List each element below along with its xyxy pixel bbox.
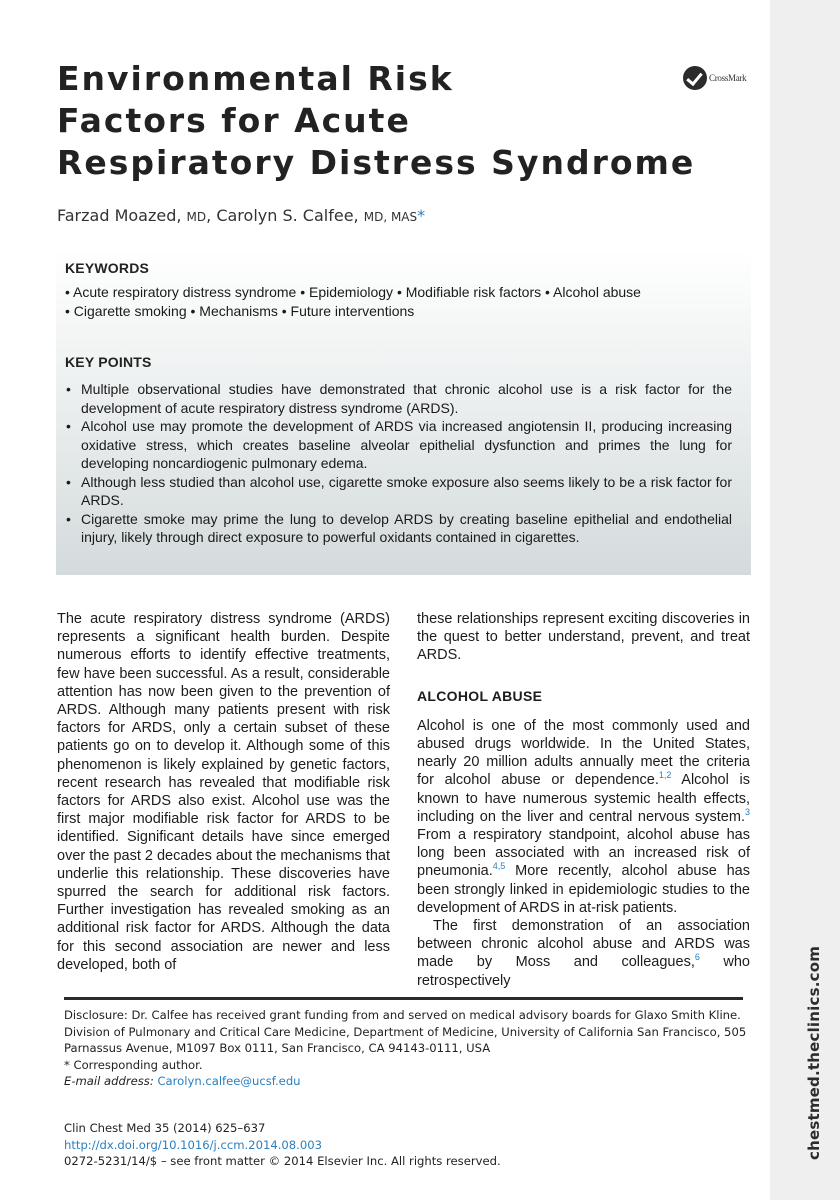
alcohol-paragraph-2	[417, 917, 750, 990]
email-label: E-mail address:	[64, 1074, 154, 1089]
keywords-line-1: • Acute respiratory distress syndrome • Epidemiology • Modifiable risk factors • Alcohol abuse	[65, 284, 641, 300]
journal-site-label[interactable]: chestmed.theclinics.com	[805, 945, 823, 1160]
disclosure-note: Disclosure: Dr. Calfee has received grant funding from and served on medical advisory boards for Glaxo Smith Kline.	[64, 1008, 741, 1022]
article-title	[57, 58, 757, 184]
body-column-left	[57, 610, 390, 974]
body-column-right	[417, 610, 750, 990]
crossmark-badge[interactable]	[683, 64, 758, 92]
p1-text-b: Alcohol is known to have numerous systemic health effects, including on the liver and central nervous system.	[417, 772, 750, 825]
email-line	[64, 1073, 749, 1090]
key-point-item: • Multiple observational studies have demonstrated that chronic alcohol use is a risk factor for the development of acute respiratory distress syndrome (ARDS).	[65, 380, 732, 417]
p2-text-a: The first demonstration of an association between chronic alcohol abuse and ARDS was made by Moss and colleagues,	[417, 918, 750, 971]
alcohol-paragraph-1	[417, 717, 750, 917]
footnotes	[64, 1007, 749, 1090]
email-link[interactable]: Carolyn.calfee@ucsf.edu	[157, 1074, 301, 1089]
key-point-item: • Cigarette smoke may prime the lung to develop ARDS by creating baseline epithelial and endothelial injury, likely through direct exposure to powerful oxidants contained in cigarettes.	[65, 510, 732, 547]
keywords-keypoints-box	[56, 250, 751, 575]
author-2-degree: MD, MAS	[363, 210, 418, 224]
citation-block	[64, 1120, 749, 1170]
keywords-list	[65, 283, 745, 321]
corresponding-author-marker[interactable]: *	[417, 206, 426, 225]
author-line	[57, 206, 425, 225]
intro-paragraph: The acute respiratory distress syndrome (ARDS) represents a significant health burden. Despite numerous efforts to identify effective treatments, few have been successful. As a result, considerable attention has now been given to the prevention of ARDS. Although many patients present with risk factors for ARDS, only a certain subset of these patients go on to develop it. Although some of this phenomenon is likely explained by genetic factors, recent research has revealed that modifiable risk factors for ARDS also exist. Alcohol use was the first major modifiable risk factor for ARDS to be identified. Significant details have since emerged over the past 2 decades about the mechanisms that underlie this relationship. These discoveries have spurred the search for additional risk factors. Further investigation has revealed smoking as an additional risk factor for ARDS. Although the data for this second association are newer and less developed, both of	[57, 611, 390, 973]
author-1-degree: MD	[186, 210, 207, 224]
author-1-name: Farzad Moazed,	[57, 206, 182, 225]
affiliation-note: Division of Pulmonary and Critical Care Medicine, Department of Medicine, University of California San Francisco, 505 Parnassus Avenue, M1097 Box 0111, San Francisco, CA 94143-0111, USA	[64, 1024, 747, 1056]
intro-paragraph-continued: these relationships represent exciting discoveries in the quest to better understand, prevent, and treat ARDS.	[417, 611, 750, 664]
citation-ref[interactable]: 6	[694, 952, 700, 963]
key-points-heading: KEY POINTS	[65, 354, 152, 370]
crossmark-label: CrossMark	[709, 73, 747, 83]
keywords-line-2: • Cigarette smoking • Mechanisms • Future interventions	[65, 303, 415, 319]
p2-text-b: who retrospectively	[417, 954, 750, 989]
corresponding-note: * Corresponding author.	[64, 1057, 203, 1072]
author-separator: ,	[206, 206, 212, 225]
citation-ref[interactable]: 3	[744, 807, 750, 817]
title-line-1: Environmental Risk	[57, 59, 454, 98]
crossmark-icon	[683, 66, 707, 90]
p1-text-d: More recently, alcohol abuse has been strongly linked in epidemiologic studies to the development of ARDS in at-risk patients.	[417, 863, 750, 916]
doi-link[interactable]: http://dx.doi.org/10.1016/j.ccm.2014.08.003	[64, 1137, 322, 1152]
p1-text-a: Alcohol is one of the most commonly used and abused drugs worldwide. In the United States, nearly 20 million adults annually meet the criteria for alcohol abuse or dependence.	[417, 717, 750, 789]
footnote-divider	[64, 997, 743, 1000]
title-line-2: Factors for Acute	[57, 101, 411, 140]
title-line-3: Respiratory Distress Syndrome	[57, 143, 696, 182]
copyright-line: 0272-5231/14/$ – see front matter © 2014 Elsevier Inc. All rights reserved.	[64, 1154, 501, 1169]
citation-ref[interactable]: 4,5	[492, 861, 506, 872]
section-heading-alcohol-abuse: ALCOHOL ABUSE	[417, 687, 543, 704]
journal-citation: Clin Chest Med 35 (2014) 625–637	[64, 1121, 266, 1135]
keywords-heading: KEYWORDS	[65, 260, 150, 276]
citation-ref[interactable]: 1,2	[658, 770, 672, 781]
key-points-list	[65, 380, 732, 547]
p1-text-c: From a respiratory standpoint, alcohol abuse has long been associated with an increased risk of pneumonia.	[417, 827, 750, 880]
key-point-item: • Although less studied than alcohol use, cigarette smoke exposure also seems likely to be a risk factor for ARDS.	[65, 473, 732, 510]
author-2-name: Carolyn S. Calfee,	[216, 206, 359, 225]
key-point-item: • Alcohol use may promote the development of ARDS via increased angiotensin II, producing increasing oxidative stress, which creates baseline alveolar epithelial dysfunction and primes the lung for developing noncardiogenic pulmonary edema.	[65, 417, 732, 473]
